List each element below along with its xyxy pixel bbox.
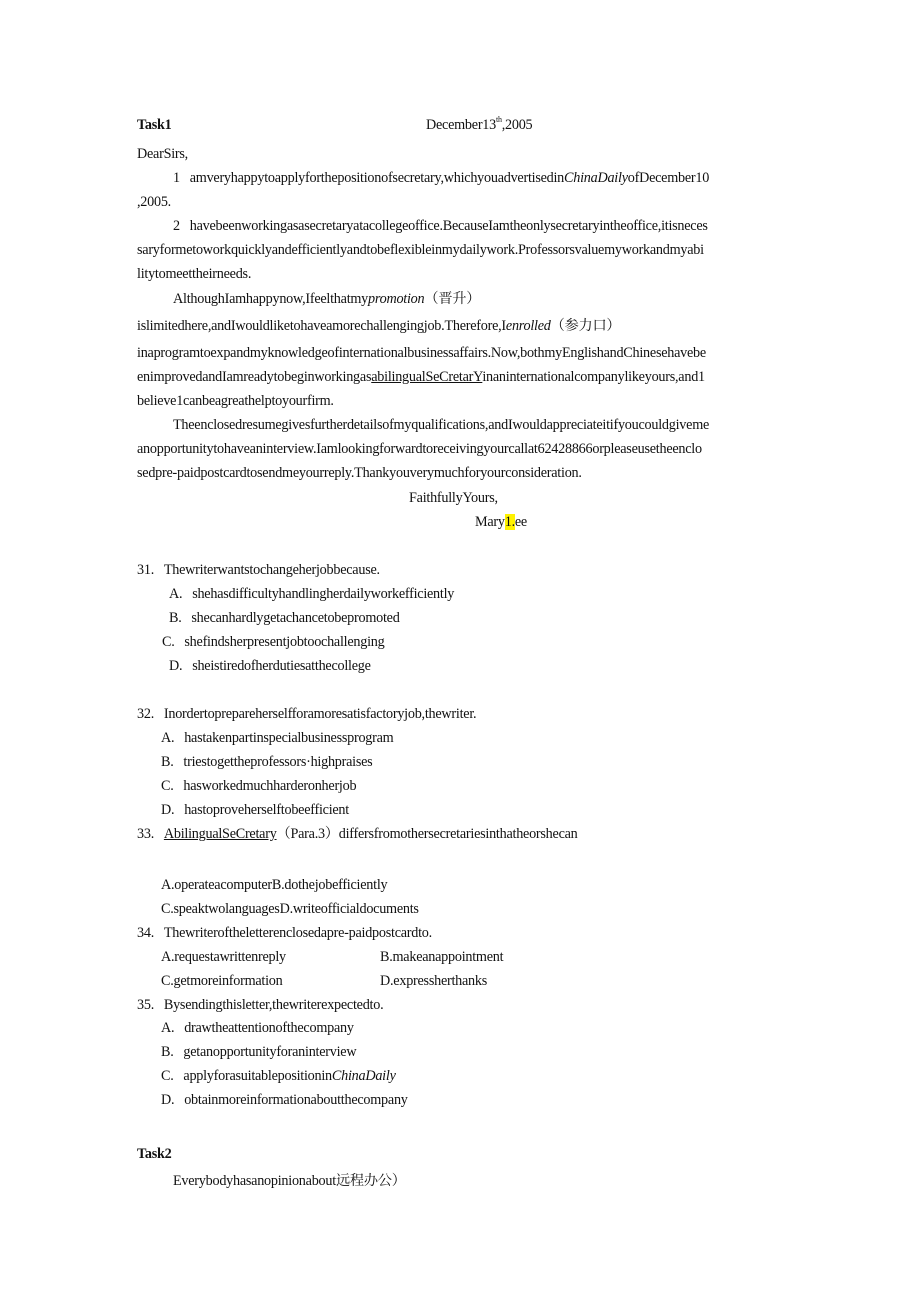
- question-33-options-row1: A.operateacomputerB.dothejobefficiently: [161, 877, 388, 893]
- question-35-option-d: D. obtainmoreinformationaboutthecompany: [161, 1092, 408, 1108]
- question-32-option-a: A. hastakenpartinspecialbusinessprogram: [161, 730, 394, 746]
- question-32-option-d: D. hastoproveherselftobeefficient: [161, 802, 349, 818]
- para3-line2: islimitedhere,andIwouldliketohaveamorechallengingjob.Therefore,Ienrolled（参力口）: [137, 318, 621, 334]
- para4-line3: sedpre-paidpostcardtosendmeyourreply.Thankyouverymuchforyourconsideration.: [137, 465, 582, 481]
- highlight-mark: 1.: [504, 514, 515, 530]
- para2-line2: saryformetoworkquicklyandefficientlyandtobeflexibleinmydailywork.Professorsvaluemyworkandmyabi: [137, 242, 704, 258]
- question-34-option-b: B.makeanappointment: [380, 949, 504, 965]
- question-31-option-d: D. sheistiredofherdutiesatthecollege: [169, 658, 371, 674]
- question-31-option-c: C. shefindsherpresentjobtoochallenging: [162, 634, 385, 650]
- para3-line1: AlthoughIamhappynow,Ifeelthatmypromotion（晋升）: [173, 291, 481, 307]
- task1-heading: Task1: [137, 117, 172, 133]
- question-32-stem: 32. Inordertoprepareherselfforamoresatisfactoryjob,thewriter.: [137, 706, 477, 722]
- question-34-option-a: A.requestawrittenreply: [161, 949, 286, 965]
- letter-date: December13th,2005: [426, 115, 533, 133]
- task2-line: Everybodyhasanopinionabout远程办公）: [173, 1173, 406, 1189]
- para3-line5: believe1canbeagreathelptoyourfirm.: [137, 393, 334, 409]
- task2-heading: Task2: [137, 1146, 172, 1162]
- question-34-option-d: D.expressherthanks: [380, 973, 488, 989]
- question-34-stem: 34. Thewriteroftheletterenclosedapre-paidpostcardto.: [137, 925, 432, 941]
- question-35-option-c: C. applyforasuitablepositioninChinaDaily: [161, 1068, 396, 1084]
- question-31-stem: 31. Thewriterwantstochangeherjobbecause.: [137, 562, 380, 578]
- question-34-option-c: C.getmoreinformation: [161, 973, 283, 989]
- para3-line4: enimprovedandIamreadytobeginworkingasabilingualSeCretarYinaninternationalcompanylikeyours,and1: [137, 369, 705, 385]
- para2-line3: litytomeettheirneeds.: [137, 266, 252, 282]
- question-32-option-c: C. hasworkedmuchharderonherjob: [161, 778, 357, 794]
- salutation: DearSirs,: [137, 146, 188, 162]
- para2-line1: 2 havebeenworkingasasecretaryatacollegeoffice.BecauseIamtheonlysecretaryintheoffice,itisneces: [173, 218, 708, 234]
- question-33-stem: 33. AbilingualSeCretary（Para.3）differsfromothersecretariesinthatheorshecan: [137, 826, 578, 842]
- closing: FaithfullyYours,: [409, 490, 498, 506]
- para4-line1: Theenclosedresumegivesfurtherdetailsofmyqualifications,andIwouldappreciateitifyoucouldgiveme: [173, 417, 710, 433]
- question-33-options-row2: C.speaktwolanguagesD.writeofficialdocuments: [161, 901, 419, 917]
- question-31-option-b: B. shecanhardlygetachancetobepromoted: [169, 610, 400, 626]
- signature: Mary1.ee: [475, 514, 527, 530]
- question-35-option-a: A. drawtheattentionofthecompany: [161, 1020, 354, 1036]
- para1-line1: 1 amveryhappytoapplyforthepositionofsecretary,whichyouadvertisedinChinaDailyofDecember10: [173, 170, 710, 186]
- question-31-option-a: A. shehasdifficultyhandlingherdailyworkefficiently: [169, 586, 455, 602]
- question-32-option-b: B. triestogettheprofessors·highpraises: [161, 754, 373, 770]
- para3-line3: inaprogramtoexpandmyknowledgeofinternationalbusinessaffairs.Now,bothmyEnglishandChinesehavebe: [137, 345, 706, 361]
- para1-line2: ,2005.: [137, 194, 171, 210]
- para4-line2: anopportunitytohaveaninterview.Iamlookingforwardtoreceivingyourcallat62428866orpleaseusetheenclo: [137, 441, 702, 457]
- question-35-option-b: B. getanopportunityforaninterview: [161, 1044, 357, 1060]
- question-35-stem: 35. Bysendingthisletter,thewriterexpectedto.: [137, 997, 384, 1013]
